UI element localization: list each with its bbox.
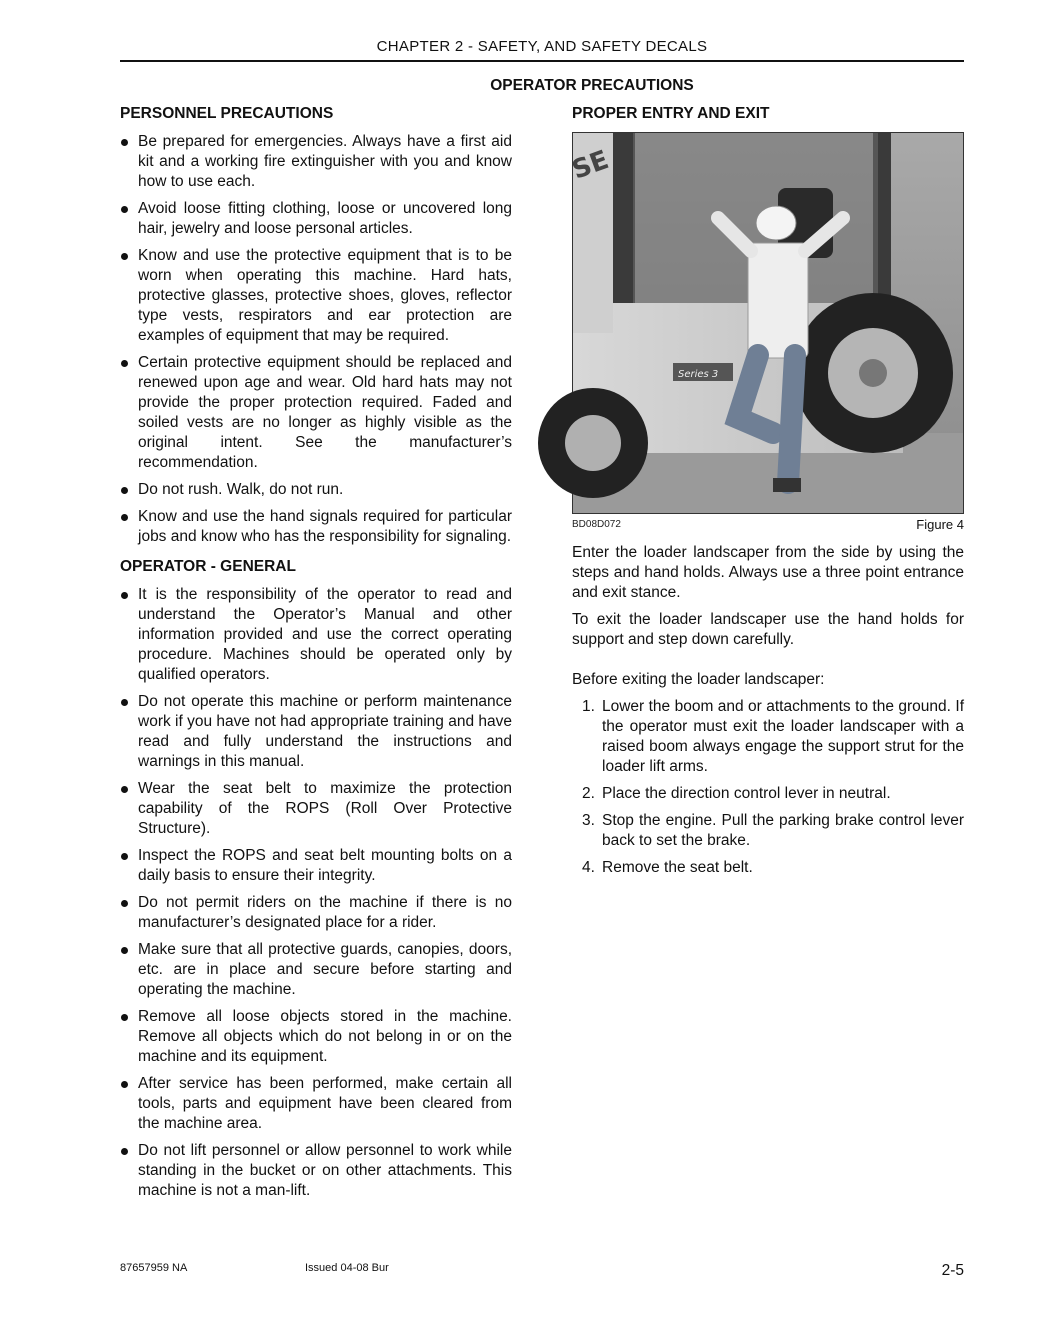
header-rule	[120, 60, 964, 62]
exit-paragraph: To exit the loader landscaper use the hand holds for support and step down carefully.	[572, 611, 964, 648]
footer-part-number: 87657959 NA	[120, 1262, 188, 1274]
list-item: Remove all loose objects stored in the machine. Remove all objects which do not belong in or on the machine and its equipment.	[138, 1008, 512, 1065]
left-column	[120, 104, 512, 1208]
operator-list	[120, 585, 512, 1201]
list-item: Wear the seat belt to maximize the protection capability of the ROPS (Roll Over Protective Structure).	[138, 780, 512, 837]
right-column	[568, 104, 964, 885]
personnel-heading: PERSONNEL PRECAUTIONS	[120, 105, 334, 122]
photo-text-series: Series 3	[678, 369, 719, 380]
personnel-list	[120, 132, 512, 547]
list-item: 2. Place the direction control lever in neutral.	[582, 785, 891, 802]
footer-issued: Issued 04-08 Bur	[305, 1262, 389, 1274]
list-item: Know and use the protective equipment that is to be worn when operating this machine. Hard hats, protective glasses, protective shoes, gloves, reflector type vests, respirators and ear protection are examples of equipment that may be required.	[138, 247, 512, 344]
list-item: 4. Remove the seat belt.	[582, 859, 753, 876]
list-item: Certain protective equipment should be replaced and renewed upon age and wear. Old hard hats may not provide the proper protection required. Faded and soiled vests are no longer as highly visible as the original intent. See the manufacturer’s recommendation.	[138, 354, 512, 471]
list-item: Do not lift personnel or allow personnel to work while standing in the bucket or on other attachments. This machine is not a man-lift.	[138, 1142, 512, 1199]
photo-text-brand: SE	[568, 145, 613, 186]
list-item: Be prepared for emergencies. Always have a first aid kit and a working fire extinguisher with you and know how to use each.	[138, 133, 512, 190]
list-item: Do not operate this machine or perform maintenance work if you have not had appropriate training and have read and fully understand the instructions and warnings in this manual.	[138, 693, 512, 770]
loader-entry-illustration	[568, 133, 963, 513]
list-item: Know and use the hand signals required for particular jobs and know who has the responsibility for signaling.	[138, 508, 512, 545]
list-item: Do not permit riders on the machine if there is no manufacturer’s designated place for a rider.	[138, 894, 512, 931]
list-item: Avoid loose fitting clothing, loose or uncovered long hair, jewelry and loose personal articles.	[138, 200, 512, 237]
exit-steps-list	[572, 697, 964, 878]
page-number: 2-5	[941, 1262, 964, 1279]
operator-general-heading: OPERATOR - GENERAL	[120, 558, 296, 575]
entry-paragraph: Enter the loader landscaper from the side by using the steps and hand holds. Always use a three point entrance and exit stance.	[572, 544, 964, 601]
list-item: Make sure that all protective guards, canopies, doors, etc. are in place and secure before starting and operating the machine.	[138, 941, 512, 998]
figure-code: BD08D072	[572, 519, 621, 530]
list-item: 1. Lower the boom and or attachments to the ground. If the operator must exit the loader landscaper with a raised boom always engage the support strut for the loader lift arms.	[582, 698, 964, 775]
before-exit-paragraph: Before exiting the loader landscaper:	[572, 671, 825, 688]
list-item: After service has been performed, make certain all tools, parts and equipment have been cleared from the machine area.	[138, 1075, 512, 1132]
entry-exit-heading: PROPER ENTRY AND EXIT	[572, 105, 770, 122]
figure-caption	[572, 515, 964, 535]
chapter-header: CHAPTER 2 - SAFETY, AND SAFETY DECALS	[376, 38, 708, 55]
figure-label: Figure 4	[916, 517, 964, 532]
list-item: Do not rush. Walk, do not run.	[138, 481, 344, 498]
list-item: It is the responsibility of the operator to read and understand the Operator’s Manual and other information provided and use the correct operating procedure. Machines should be operated only by qualified operators.	[138, 586, 512, 683]
list-item: Inspect the ROPS and seat belt mounting bolts on a daily basis to ensure their integrity.	[138, 847, 512, 884]
figure-photo	[568, 132, 964, 514]
page-title: OPERATOR PRECAUTIONS	[490, 77, 694, 94]
list-item: 3. Stop the engine. Pull the parking brake control lever back to set the brake.	[582, 812, 964, 849]
